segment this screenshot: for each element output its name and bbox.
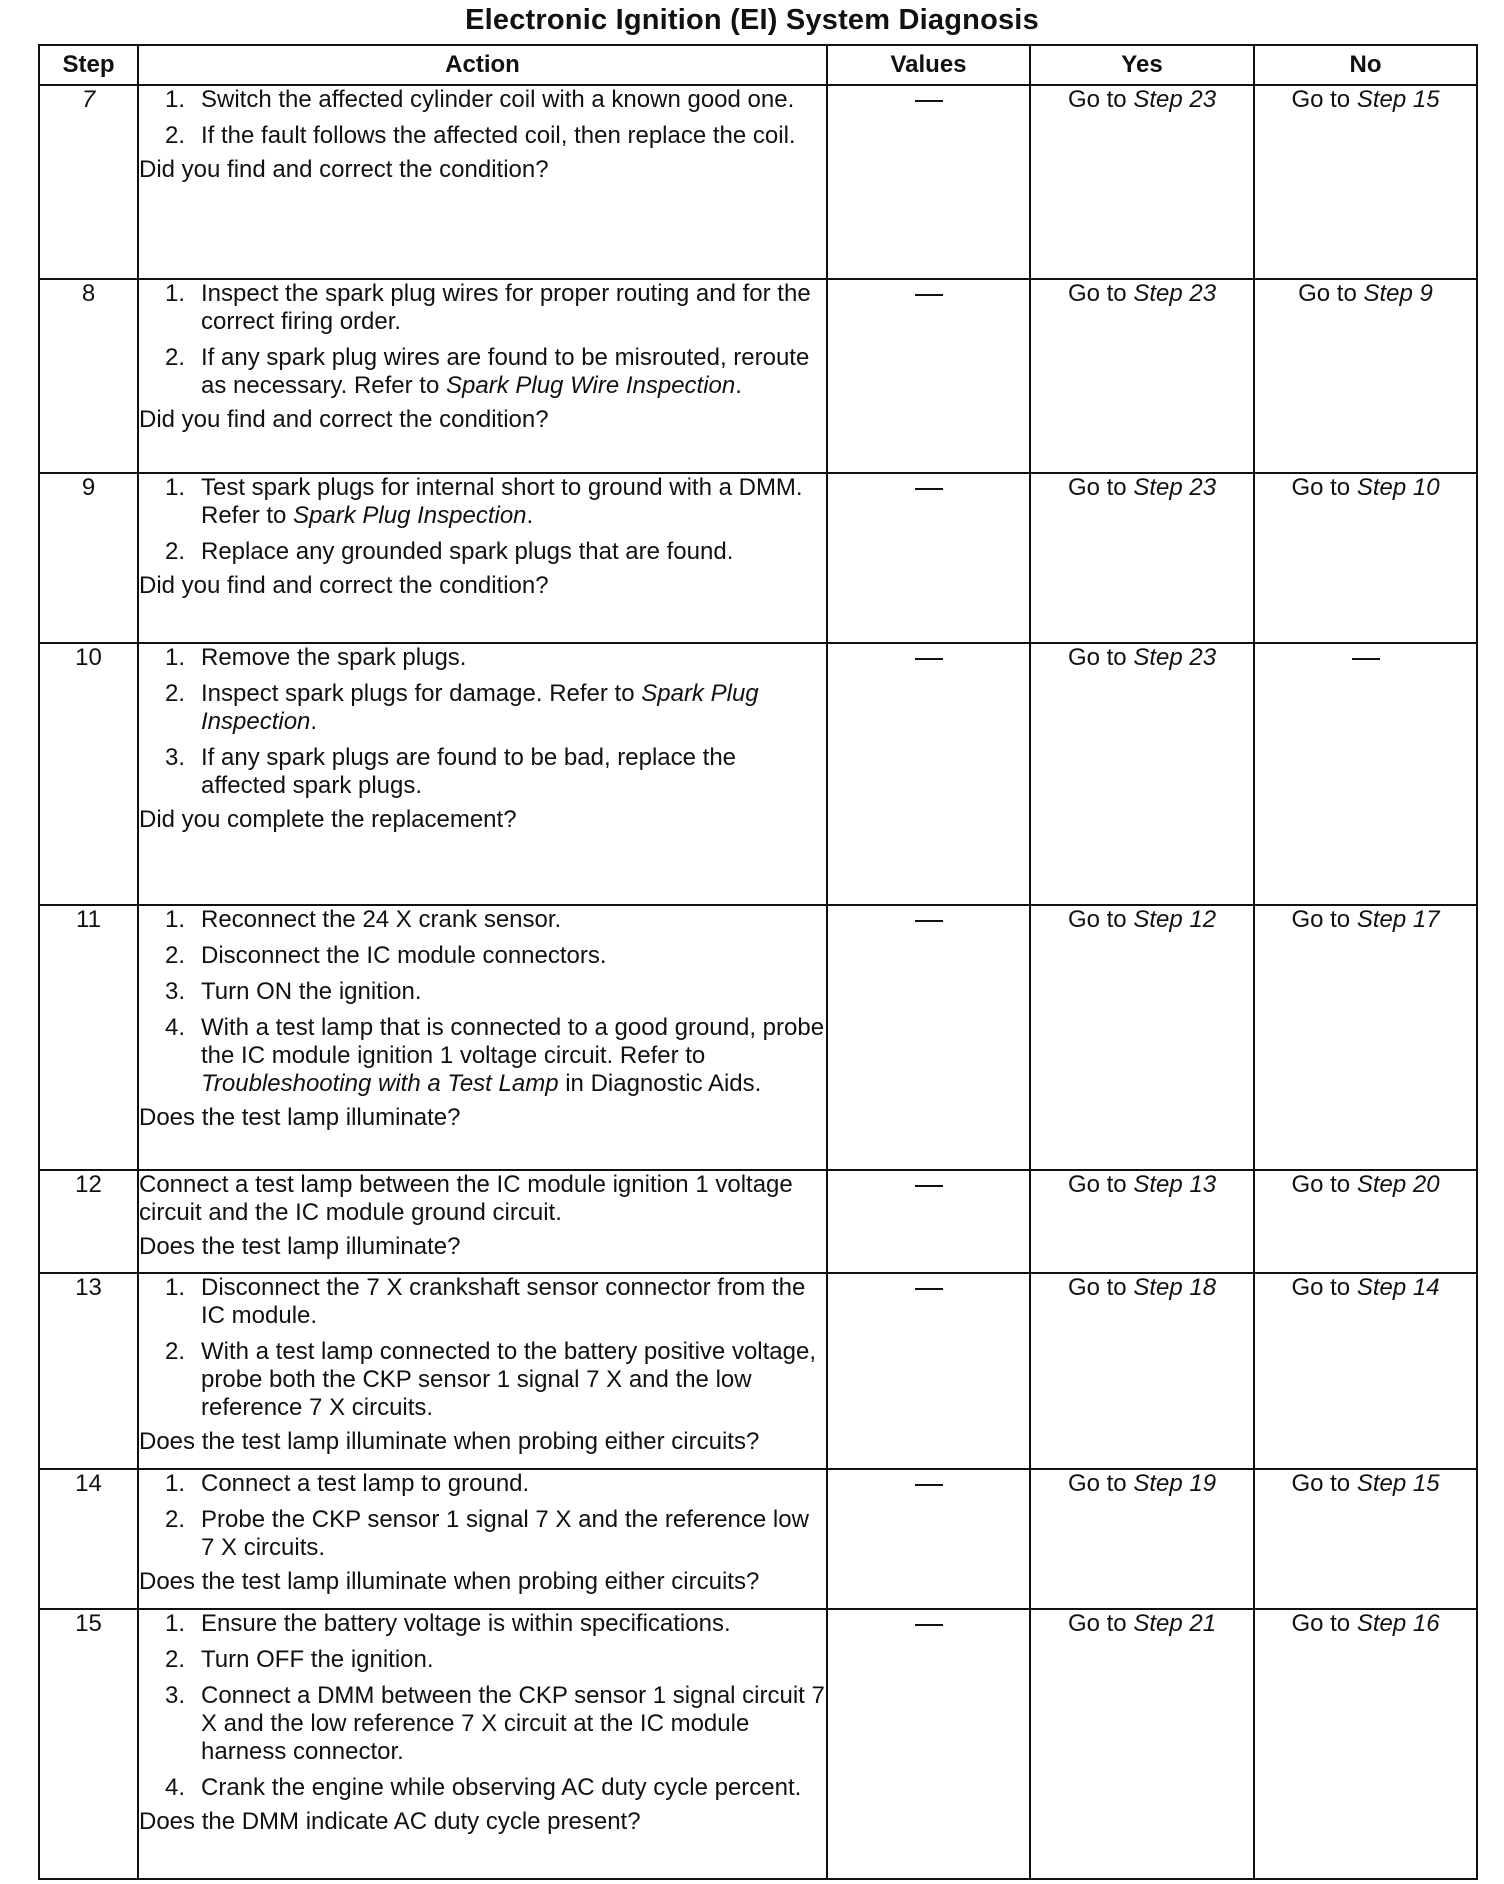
values-cell bbox=[827, 85, 1030, 279]
reference-link-text: Spark Plug Inspection bbox=[293, 502, 527, 529]
go-to-prefix: Go to bbox=[1291, 1610, 1351, 1637]
yes-cell bbox=[1030, 85, 1254, 279]
action-text: With a test lamp that is connected to a good ground, probe the IC module ignition 1 voltage circuit. Refer to bbox=[201, 1014, 825, 1069]
reference-link-text: Troubleshooting with a Test Lamp bbox=[201, 1070, 559, 1097]
go-to-prefix: Go to bbox=[1291, 474, 1351, 501]
step-number: 14 bbox=[39, 1469, 138, 1609]
values-dash bbox=[915, 1484, 943, 1486]
values-dash bbox=[915, 294, 943, 296]
go-to-step-yes bbox=[1068, 280, 1216, 307]
reference-link-text: Spark Plug Wire Inspection bbox=[446, 372, 736, 399]
action-steps-list bbox=[139, 474, 826, 566]
go-to-prefix: Go to bbox=[1291, 86, 1351, 113]
values-cell bbox=[827, 1273, 1030, 1469]
action-question: Does the test lamp illuminate when probing either circuits? bbox=[139, 1568, 760, 1595]
step-number: 12 bbox=[39, 1170, 138, 1273]
action-text: . bbox=[735, 372, 742, 399]
header-yes: Yes bbox=[1030, 45, 1254, 85]
go-to-step-no bbox=[1291, 1470, 1439, 1497]
values-cell bbox=[827, 279, 1030, 473]
go-to-step-yes bbox=[1068, 1610, 1216, 1637]
go-to-step-yes bbox=[1068, 644, 1216, 671]
action-steps-list bbox=[139, 1610, 826, 1802]
go-to-step-yes bbox=[1068, 86, 1216, 113]
action-text: Replace any grounded spark plugs that are found. bbox=[201, 538, 734, 565]
values-dash bbox=[915, 100, 943, 102]
no-cell bbox=[1254, 279, 1477, 473]
action-cell bbox=[138, 905, 827, 1170]
yes-cell bbox=[1030, 1469, 1254, 1609]
action-step bbox=[201, 644, 826, 672]
values-cell bbox=[827, 1170, 1030, 1273]
go-to-prefix: Go to bbox=[1291, 906, 1351, 933]
action-steps-list bbox=[139, 86, 826, 150]
action-cell bbox=[138, 473, 827, 643]
go-to-prefix: Go to bbox=[1067, 644, 1127, 671]
yes-cell bbox=[1030, 905, 1254, 1170]
no-cell bbox=[1254, 643, 1477, 905]
action-cell bbox=[138, 279, 827, 473]
action-text: in Diagnostic Aids. bbox=[558, 1070, 762, 1097]
action-step bbox=[201, 1274, 826, 1330]
step-number: 15 bbox=[39, 1609, 138, 1879]
yes-cell bbox=[1030, 473, 1254, 643]
action-text: Inspect the spark plug wires for proper routing and for the correct firing order. bbox=[201, 280, 811, 335]
values-cell bbox=[827, 1469, 1030, 1609]
action-text: If any spark plugs are found to be bad, replace the affected spark plugs. bbox=[201, 744, 737, 799]
step-number: 10 bbox=[39, 643, 138, 905]
action-step bbox=[201, 1774, 826, 1802]
action-text: Test spark plugs for internal short to ground with a DMM. Refer to bbox=[201, 474, 803, 529]
go-to-target: Step 23 bbox=[1133, 280, 1217, 307]
go-to-target: Step 14 bbox=[1356, 1274, 1440, 1301]
action-text: If the fault follows the affected coil, then replace the coil. bbox=[201, 122, 796, 149]
values-dash bbox=[915, 488, 943, 490]
go-to-target: Step 23 bbox=[1133, 644, 1217, 671]
action-text: Disconnect the IC module connectors. bbox=[201, 942, 607, 969]
action-text: . bbox=[310, 708, 318, 735]
action-question: Did you complete the replacement? bbox=[139, 806, 517, 833]
action-step bbox=[201, 1506, 826, 1562]
action-question: Did you find and correct the condition? bbox=[139, 156, 549, 183]
table-row bbox=[39, 473, 1477, 643]
values-dash bbox=[915, 1185, 943, 1187]
yes-cell bbox=[1030, 1170, 1254, 1273]
no-dash bbox=[1352, 658, 1380, 660]
action-step bbox=[201, 1610, 826, 1638]
yes-cell bbox=[1030, 1273, 1254, 1469]
action-intro: Connect a test lamp between the IC module ignition 1 voltage circuit and the IC module ground circuit. bbox=[139, 1171, 793, 1226]
table-row bbox=[39, 1469, 1477, 1609]
action-text: Inspect spark plugs for damage. Refer to bbox=[201, 680, 642, 707]
go-to-prefix: Go to bbox=[1298, 280, 1357, 307]
go-to-target: Step 23 bbox=[1133, 86, 1217, 113]
action-text: Disconnect the 7 X crankshaft sensor connector from the IC module. bbox=[201, 1274, 806, 1329]
go-to-step-no bbox=[1291, 474, 1439, 501]
reference-link-text: Spark Plug Inspection bbox=[201, 680, 759, 735]
table-row bbox=[39, 905, 1477, 1170]
go-to-target: Step 21 bbox=[1133, 1610, 1217, 1637]
action-text: If any spark plug wires are found to be misrouted, reroute as necessary. Refer to bbox=[201, 344, 810, 399]
no-cell bbox=[1254, 1609, 1477, 1879]
go-to-step-yes bbox=[1068, 1171, 1216, 1198]
go-to-step-yes bbox=[1068, 906, 1216, 933]
go-to-prefix: Go to bbox=[1067, 1274, 1127, 1301]
go-to-prefix: Go to bbox=[1067, 1610, 1127, 1637]
go-to-prefix: Go to bbox=[1067, 1470, 1127, 1497]
go-to-prefix: Go to bbox=[1291, 1171, 1351, 1198]
action-text: Turn OFF the ignition. bbox=[201, 1646, 434, 1673]
action-text: . bbox=[526, 502, 534, 529]
action-step bbox=[201, 1470, 826, 1498]
no-cell bbox=[1254, 473, 1477, 643]
action-cell bbox=[138, 1609, 827, 1879]
go-to-step-yes bbox=[1068, 1470, 1216, 1497]
go-to-target: Step 9 bbox=[1363, 280, 1433, 307]
action-step bbox=[201, 1014, 826, 1098]
action-text: Turn ON the ignition. bbox=[201, 978, 422, 1005]
values-dash bbox=[915, 1624, 943, 1626]
step-number: 8 bbox=[39, 279, 138, 473]
go-to-prefix: Go to bbox=[1067, 1171, 1127, 1198]
go-to-prefix: Go to bbox=[1067, 86, 1127, 113]
header-no: No bbox=[1254, 45, 1477, 85]
go-to-target: Step 20 bbox=[1356, 1171, 1440, 1198]
go-to-target: Step 15 bbox=[1356, 86, 1440, 113]
go-to-prefix: Go to bbox=[1067, 906, 1127, 933]
values-cell bbox=[827, 905, 1030, 1170]
table-row bbox=[39, 85, 1477, 279]
action-steps-list bbox=[139, 644, 826, 800]
action-text: Switch the affected cylinder coil with a known good one. bbox=[201, 86, 795, 113]
go-to-prefix: Go to bbox=[1067, 280, 1127, 307]
values-dash bbox=[915, 658, 943, 660]
table-row bbox=[39, 1609, 1477, 1879]
action-step bbox=[201, 344, 826, 400]
go-to-target: Step 18 bbox=[1133, 1274, 1217, 1301]
table-row bbox=[39, 1273, 1477, 1469]
table-row bbox=[39, 279, 1477, 473]
table-body bbox=[39, 85, 1477, 1879]
no-cell bbox=[1254, 85, 1477, 279]
go-to-step-no bbox=[1291, 1274, 1439, 1301]
values-cell bbox=[827, 473, 1030, 643]
action-cell bbox=[138, 643, 827, 905]
go-to-step-yes bbox=[1068, 474, 1216, 501]
action-text: Remove the spark plugs. bbox=[201, 644, 467, 671]
go-to-step-no bbox=[1291, 906, 1439, 933]
header-step: Step bbox=[39, 45, 138, 85]
action-step bbox=[201, 906, 826, 934]
header-action: Action bbox=[138, 45, 827, 85]
action-question: Does the test lamp illuminate when probing either circuits? bbox=[139, 1428, 760, 1455]
action-step bbox=[201, 122, 826, 150]
step-number: 11 bbox=[39, 905, 138, 1170]
go-to-step-no bbox=[1291, 1171, 1439, 1198]
action-step bbox=[201, 280, 826, 336]
action-step bbox=[201, 1338, 826, 1422]
action-steps-list bbox=[139, 906, 826, 1098]
go-to-prefix: Go to bbox=[1291, 1470, 1351, 1497]
action-question: Did you find and correct the condition? bbox=[139, 406, 549, 433]
diagnosis-table bbox=[38, 44, 1478, 1880]
action-step bbox=[201, 942, 826, 970]
go-to-target: Step 19 bbox=[1133, 1470, 1217, 1497]
action-steps-list bbox=[139, 280, 826, 400]
no-cell bbox=[1254, 1469, 1477, 1609]
step-number: 7 bbox=[39, 85, 138, 279]
action-step bbox=[201, 474, 826, 530]
action-question: Does the DMM indicate AC duty cycle present? bbox=[139, 1808, 641, 1835]
values-cell bbox=[827, 1609, 1030, 1879]
go-to-target: Step 16 bbox=[1356, 1610, 1440, 1637]
yes-cell bbox=[1030, 643, 1254, 905]
go-to-prefix: Go to bbox=[1067, 474, 1127, 501]
yes-cell bbox=[1030, 279, 1254, 473]
page-title: Electronic Ignition (EI) System Diagnosis bbox=[465, 4, 1039, 36]
action-step bbox=[201, 978, 826, 1006]
action-step bbox=[201, 680, 826, 736]
table-row bbox=[39, 643, 1477, 905]
action-text: Crank the engine while observing AC duty cycle percent. bbox=[201, 1774, 802, 1801]
action-step bbox=[201, 744, 826, 800]
action-step bbox=[201, 1646, 826, 1674]
table-row bbox=[39, 1170, 1477, 1273]
go-to-target: Step 10 bbox=[1356, 474, 1440, 501]
go-to-target: Step 17 bbox=[1356, 906, 1440, 933]
step-number: 9 bbox=[39, 473, 138, 643]
action-text: Connect a DMM between the CKP sensor 1 signal circuit 7 X and the low reference 7 X circuit at the IC module harness connector. bbox=[201, 1682, 825, 1765]
go-to-target: Step 13 bbox=[1133, 1171, 1217, 1198]
action-step bbox=[201, 1682, 826, 1766]
action-cell bbox=[138, 1170, 827, 1273]
action-text: Ensure the battery voltage is within specifications. bbox=[201, 1610, 731, 1637]
values-cell bbox=[827, 643, 1030, 905]
action-text: Connect a test lamp to ground. bbox=[201, 1470, 530, 1497]
go-to-target: Step 12 bbox=[1133, 906, 1217, 933]
action-question: Does the test lamp illuminate? bbox=[139, 1104, 461, 1131]
step-number: 13 bbox=[39, 1273, 138, 1469]
go-to-step-yes bbox=[1068, 1274, 1216, 1301]
no-cell bbox=[1254, 1170, 1477, 1273]
values-dash bbox=[915, 1288, 943, 1290]
yes-cell bbox=[1030, 1609, 1254, 1879]
no-cell bbox=[1254, 905, 1477, 1170]
go-to-prefix: Go to bbox=[1291, 1274, 1351, 1301]
action-cell bbox=[138, 1273, 827, 1469]
header-row bbox=[39, 45, 1477, 85]
go-to-step-no bbox=[1291, 1610, 1439, 1637]
no-cell bbox=[1254, 1273, 1477, 1469]
go-to-step-no bbox=[1291, 86, 1439, 113]
go-to-target: Step 15 bbox=[1356, 1470, 1440, 1497]
go-to-step-no bbox=[1298, 280, 1433, 307]
action-question: Did you find and correct the condition? bbox=[139, 572, 549, 599]
action-steps-list bbox=[139, 1470, 826, 1562]
action-step bbox=[201, 86, 826, 114]
action-question: Does the test lamp illuminate? bbox=[139, 1233, 461, 1260]
go-to-target: Step 23 bbox=[1133, 474, 1217, 501]
values-dash bbox=[915, 920, 943, 922]
action-text: Probe the CKP sensor 1 signal 7 X and the reference low 7 X circuits. bbox=[201, 1506, 809, 1561]
action-text: With a test lamp connected to the battery positive voltage, probe both the CKP sensor 1 signal 7 X and the low reference 7 X circuits. bbox=[201, 1338, 816, 1421]
action-step bbox=[201, 538, 826, 566]
action-cell bbox=[138, 1469, 827, 1609]
action-steps-list bbox=[139, 1274, 826, 1422]
action-cell bbox=[138, 85, 827, 279]
action-text: Reconnect the 24 X crank sensor. bbox=[201, 906, 562, 933]
header-values: Values bbox=[827, 45, 1030, 85]
